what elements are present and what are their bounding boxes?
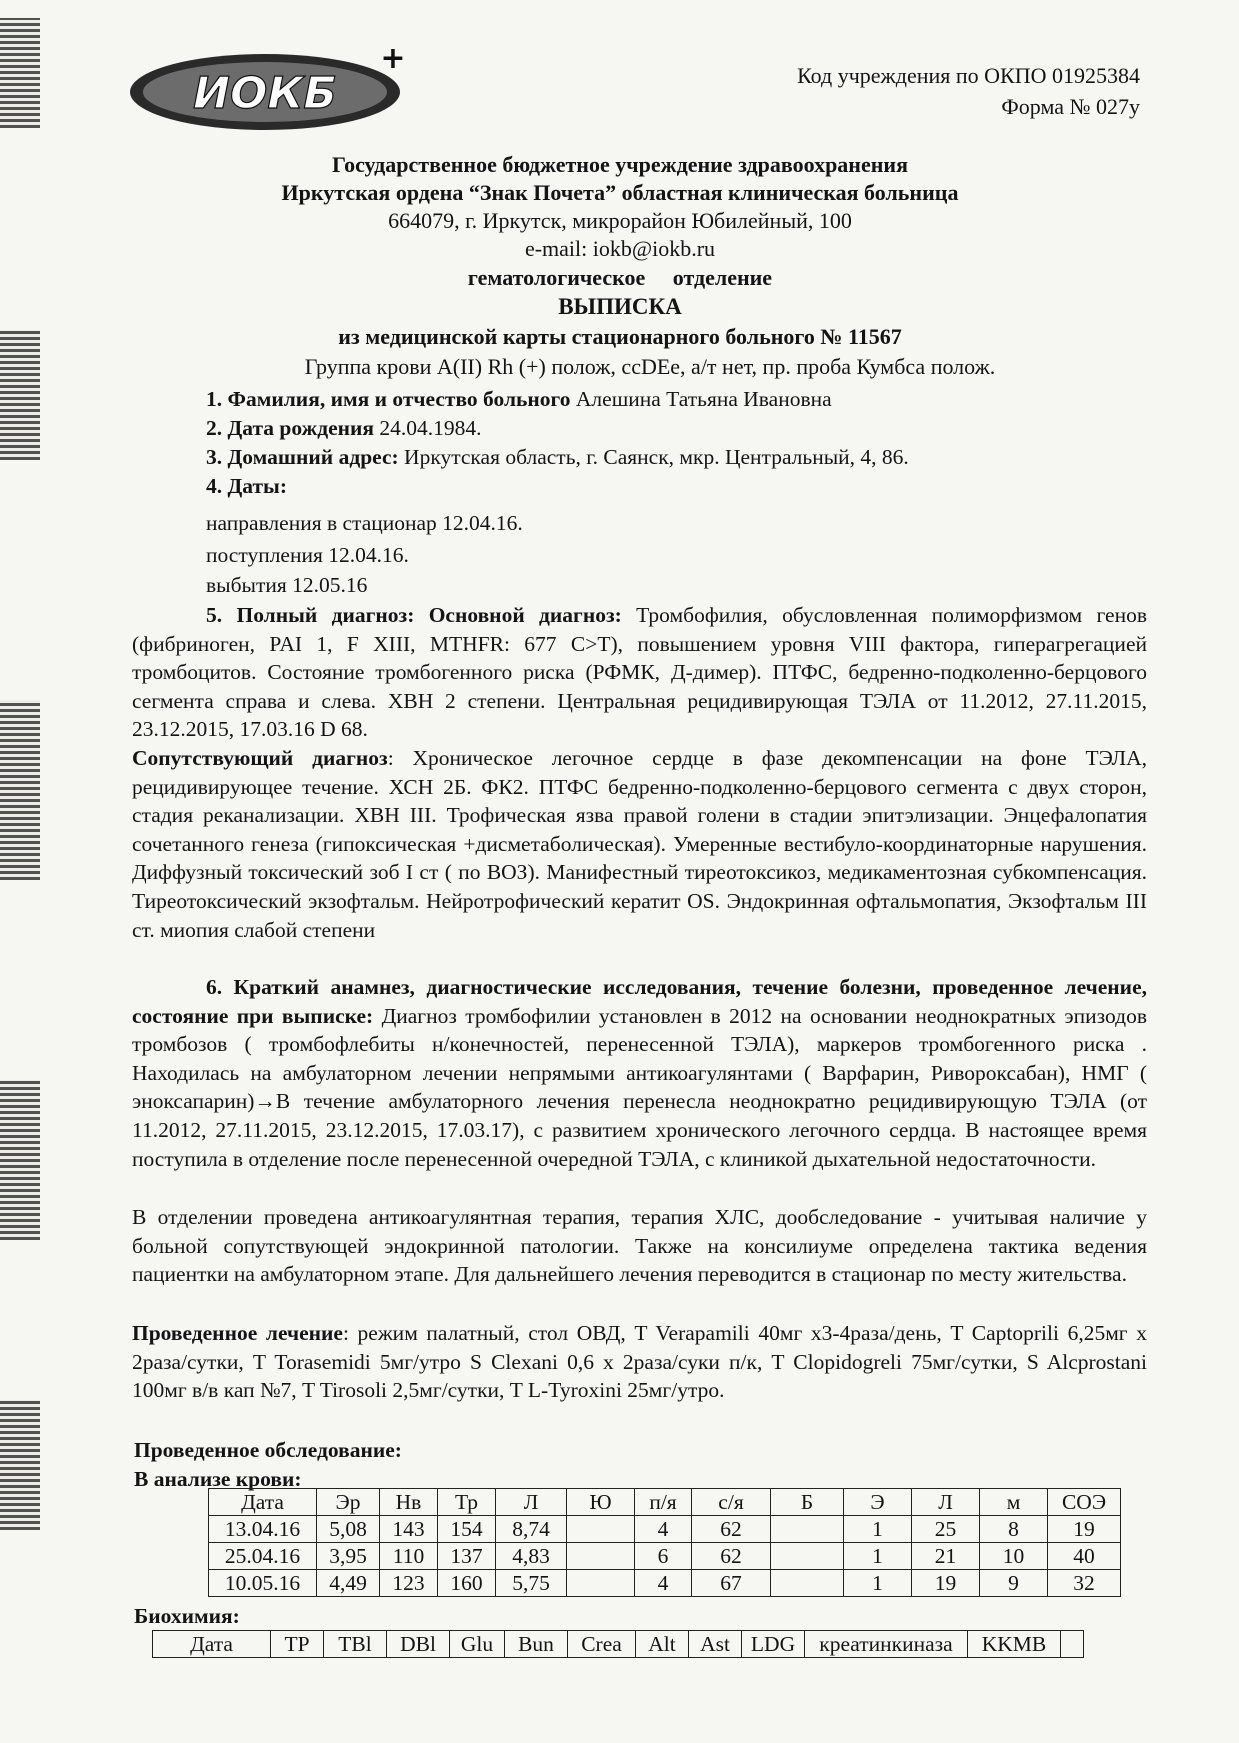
table-row bbox=[209, 1516, 1121, 1543]
table-cell: 137 bbox=[438, 1543, 496, 1570]
department: гематологическое отделение bbox=[467, 265, 773, 290]
concomitant-label: Сопутствующий диагноз bbox=[132, 746, 388, 770]
table-cell: 13.04.16 bbox=[209, 1516, 317, 1543]
table-cell: 160 bbox=[438, 1570, 496, 1597]
diagnosis-main bbox=[132, 601, 1147, 744]
col-header: Нв bbox=[380, 1489, 438, 1516]
table-cell: 25.04.16 bbox=[209, 1543, 317, 1570]
biochem-label: Биохимия: bbox=[134, 1604, 240, 1628]
col-header: Л bbox=[912, 1489, 980, 1516]
blood-table-header bbox=[209, 1489, 1121, 1516]
table-cell: 3,95 bbox=[317, 1543, 380, 1570]
patient-address bbox=[206, 443, 909, 472]
anamnesis-2 bbox=[132, 1203, 1147, 1289]
biochem-table-header bbox=[153, 1631, 1084, 1658]
dates-label: 4. Даты: bbox=[206, 474, 287, 498]
table-row bbox=[209, 1543, 1121, 1570]
dob-label: 2. Дата рождения bbox=[206, 416, 375, 440]
table-cell: 19 bbox=[912, 1570, 980, 1597]
address-value: Иркутская область, г. Саянск, мкр. Центральный, 4, 86. bbox=[398, 445, 909, 469]
col-header: Б bbox=[771, 1489, 844, 1516]
table-cell: 32 bbox=[1048, 1570, 1121, 1597]
biochem-table bbox=[152, 1630, 1084, 1658]
col-header: Ю bbox=[567, 1489, 635, 1516]
col-header: м bbox=[980, 1489, 1048, 1516]
col-header: KKMB bbox=[968, 1631, 1061, 1658]
col-header: креатинкиназа bbox=[805, 1631, 968, 1658]
table-cell: 40 bbox=[1048, 1543, 1121, 1570]
table-row bbox=[209, 1570, 1121, 1597]
scan-artifact bbox=[0, 330, 40, 460]
table-cell bbox=[567, 1570, 635, 1597]
form-number: Форма № 027у bbox=[1001, 94, 1140, 119]
col-header: Дата bbox=[209, 1489, 317, 1516]
date-direction: направления в стационар 12.04.16. bbox=[206, 511, 523, 535]
col-header: TBl bbox=[324, 1631, 387, 1658]
anamnesis-text-1: Диагноз тромбофилии установлен в 2012 на основании неоднократных эпизодов тромбозов ( тромбофлебиты н/конечностей, перенесенной ТЭЛА), маркеров тромбогенного риска . Находилась на амбулаторном лечении непрямыми антикоагулянтами ( Варфарин, Ривороксабан), НМГ ( эноксапарин)→В течение амбулаторного лечения перенесла неоднократно рецидивирующую ТЭЛА (от 11.2012, 27.11.2015, 23.12.2015, 17.03.17), с развитием хронического легочного сердца. В настоящее время поступила в отделение после перенесенной очередной ТЭЛА, с клиникой дыхательной недостаточности. bbox=[132, 1003, 1148, 1171]
col-header: DBl bbox=[387, 1631, 450, 1658]
patient-name-value: Алешина Татьяна Ивановна bbox=[570, 387, 832, 411]
table-cell: 8,74 bbox=[496, 1516, 567, 1543]
exam-label: Проведенное обследование: bbox=[134, 1438, 402, 1462]
col-header bbox=[1061, 1631, 1084, 1658]
table-cell: 21 bbox=[912, 1543, 980, 1570]
col-header: Дата bbox=[153, 1631, 271, 1658]
org-name-1: Государственное бюджетное учреждение здравоохранения bbox=[332, 152, 908, 177]
table-cell: 10 bbox=[980, 1543, 1048, 1570]
table-cell: 62 bbox=[692, 1543, 771, 1570]
logo-text: ИОКБ bbox=[193, 68, 337, 119]
table-cell bbox=[771, 1543, 844, 1570]
diagnosis-main-text: Тромбофилия, обусловленная полиморфизмом генов (фибриноген, PAI 1, F XIII, MTHFR: 677 C>T), повышением уровня VIII фактора, гиперагрегацией тромбоцитов. Состояние тромбогенного риска (РФМК, Д-димер). ПТФС, бедренно-подколенно-берцового сегмента справа и слева. ХВН 2 степени. Центральная рецидивирующая ТЭЛА от 11.2012, 27.11.2015, 23.12.2015, 17.03.16 D 68. bbox=[132, 603, 1147, 742]
anamnesis-label: 6. Краткий анамнез, диагностические исследования, течение болезни, проведенное лечение, состояние при выписке: bbox=[132, 975, 1147, 1028]
org-address: 664079, г. Иркутск, микрорайон Юбилейный, 100 bbox=[388, 208, 852, 233]
col-header: TP bbox=[271, 1631, 324, 1658]
blood-analysis-label: В анализе крови: bbox=[134, 1467, 302, 1491]
table-cell: 6 bbox=[635, 1543, 692, 1570]
table-cell: 110 bbox=[380, 1543, 438, 1570]
col-header: с/я bbox=[692, 1489, 771, 1516]
anamnesis-text-2: В отделении проведена антикоагулянтная терапия, терапия ХЛС, дообследование - учитывая наличие у больной сопутствующей эндокринной патологии. Также на консилиуме определена тактика ведения пациентки на амбулаторном этапе. Для дальнейшего лечения переводится в стационар по месту жительства. bbox=[132, 1205, 1147, 1287]
date-admission: поступления 12.04.16. bbox=[206, 543, 409, 567]
date-discharge: выбытия 12.05.16 bbox=[206, 573, 368, 597]
logo-plus: + bbox=[380, 42, 406, 76]
table-cell: 4 bbox=[635, 1570, 692, 1597]
scan-artifact bbox=[0, 18, 40, 128]
col-header: Bun bbox=[505, 1631, 568, 1658]
document-subtitle: из медицинской карты стационарного больного № 11567 bbox=[338, 324, 902, 349]
anamnesis bbox=[132, 973, 1147, 1173]
col-header: Ast bbox=[689, 1631, 742, 1658]
col-header: LDG bbox=[742, 1631, 805, 1658]
diagnosis-concomitant bbox=[132, 744, 1147, 944]
address-label: 3. Домашний адрес: bbox=[206, 445, 399, 469]
table-cell: 4 bbox=[635, 1516, 692, 1543]
patient-dob bbox=[206, 414, 482, 443]
table-cell bbox=[771, 1516, 844, 1543]
table-cell bbox=[567, 1516, 635, 1543]
col-header: Crea bbox=[568, 1631, 636, 1658]
blood-table bbox=[208, 1488, 1121, 1597]
org-email: e-mail: iokb@iokb.ru bbox=[524, 236, 716, 261]
col-header: Э bbox=[844, 1489, 912, 1516]
table-cell: 5,75 bbox=[496, 1570, 567, 1597]
table-cell: 19 bbox=[1048, 1516, 1121, 1543]
table-cell: 67 bbox=[692, 1570, 771, 1597]
col-header: Alt bbox=[636, 1631, 689, 1658]
scan-artifact bbox=[0, 700, 40, 880]
table-cell: 154 bbox=[438, 1516, 496, 1543]
scan-artifact bbox=[0, 1080, 40, 1240]
table-cell: 123 bbox=[380, 1570, 438, 1597]
table-cell: 5,08 bbox=[317, 1516, 380, 1543]
table-cell: 10.05.16 bbox=[209, 1570, 317, 1597]
treatment-label: Проведенное лечение bbox=[132, 1321, 343, 1345]
table-cell: 4,49 bbox=[317, 1570, 380, 1597]
treatment bbox=[132, 1319, 1147, 1405]
okpo-code: Код учреждения по ОКПО 01925384 bbox=[797, 63, 1140, 88]
table-cell: 25 bbox=[912, 1516, 980, 1543]
hospital-logo bbox=[125, 42, 415, 134]
table-cell bbox=[567, 1543, 635, 1570]
blood-group: Группа крови A(II) Rh (+) полож, ccDEe, а/т нет, пр. проба Кумбса полож. bbox=[304, 354, 996, 379]
treatment-text: : режим палатный, стол ОВД, T Verapamili 40мг х3-4раза/день, T Captoprili 6,25мг х 2раза/сутки, T Torasemidi 5мг/утро S Clexani 0,6 х 2раза/суки п/к, T Clopidogreli 75мг/сутки, S Alcprostani 100мг в/в кап №7, T Tirosoli 2,5мг/сутки, T L-Tyroxini 25мг/утро. bbox=[132, 1321, 1147, 1403]
concomitant-text: : Хроническое легочное сердце в фазе декомпенсации на фоне ТЭЛА, рецидивирующее течение. ХСН 2Б. ФК2. ПТФС бедренно-подколенно-берцового сегмента с двух сторон, стадия реканализации. ХВН III. Трофическая язва правой голени в стадии эпитэлизации. Энцефалопатия сочетанного генеза (гипоксическая +дисметаболическая). Умеренные вестибуло-координаторные нарушения. Диффузный токсический зоб I ст ( по ВОЗ). Манифестный тиреотоксикоз, медикаментозная субкомпенсация. Тиреотоксический экзофтальм. Нейротрофический кератит OS. Эндокринная офтальмопатия, Экзофтальм III ст. миопия слабой степени bbox=[132, 746, 1147, 942]
table-cell: 1 bbox=[844, 1543, 912, 1570]
table-cell: 143 bbox=[380, 1516, 438, 1543]
table-cell: 1 bbox=[844, 1516, 912, 1543]
col-header: Тр bbox=[438, 1489, 496, 1516]
col-header: Эр bbox=[317, 1489, 380, 1516]
document-title: ВЫПИСКА bbox=[558, 294, 682, 319]
patient-name-label: 1. Фамилия, имя и отчество больного bbox=[206, 387, 571, 411]
table-cell: 8 bbox=[980, 1516, 1048, 1543]
diagnosis-label: 5. Полный диагноз: Основной диагноз: bbox=[206, 603, 622, 627]
patient-name bbox=[206, 385, 832, 414]
org-name-2: Иркутская ордена “Знак Почета” областная клиническая больница bbox=[281, 180, 959, 205]
table-cell: 9 bbox=[980, 1570, 1048, 1597]
scan-artifact bbox=[0, 1400, 40, 1530]
col-header: Glu bbox=[450, 1631, 505, 1658]
table-cell bbox=[771, 1570, 844, 1597]
okpo-block bbox=[797, 60, 1140, 122]
table-cell: 62 bbox=[692, 1516, 771, 1543]
dob-value: 24.04.1984. bbox=[374, 416, 482, 440]
col-header: СОЭ bbox=[1048, 1489, 1121, 1516]
table-cell: 1 bbox=[844, 1570, 912, 1597]
col-header: п/я bbox=[635, 1489, 692, 1516]
table-cell: 4,83 bbox=[496, 1543, 567, 1570]
col-header: Л bbox=[496, 1489, 567, 1516]
